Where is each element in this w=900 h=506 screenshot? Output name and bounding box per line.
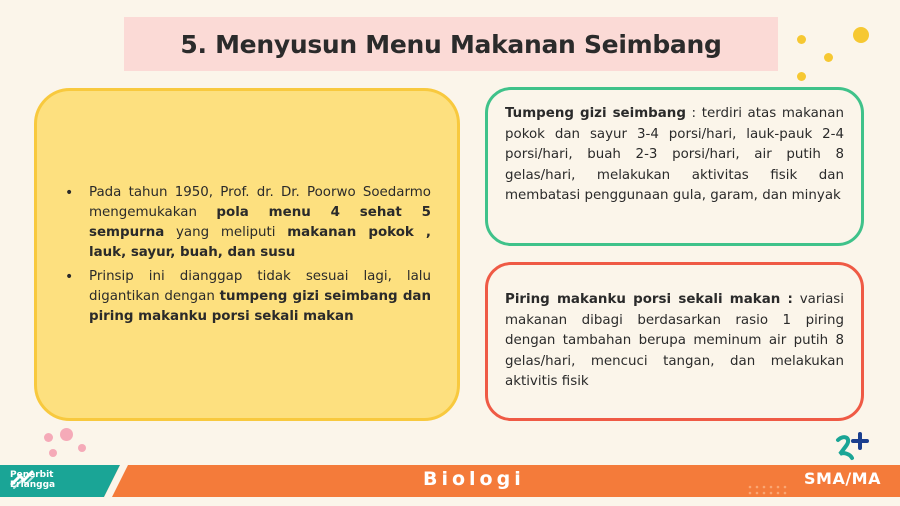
title-banner [124,17,778,71]
decor-dot [797,35,806,44]
tumpeng-text: : terdiri atas makanan pokok dan sayur 3-4 porsi/hari, lauk-pauk 2-4 porsi/hari, buah 2-3 porsi/hari, air putih 8 gelas/hari, melakukan aktivitas fisik dan membatasi penggunaan gula, garam, dan minyak [505,106,844,203]
decor-dot [824,53,833,62]
decor-dot [78,444,86,452]
piring-card [485,262,864,421]
decor-dot [60,428,73,441]
tumpeng-heading: Tumpeng gizi seimbang [505,106,686,121]
decor-dot [49,449,57,457]
bullet-bold-text: makanan pokok , lauk, sayur, buah, dan susu [89,224,431,260]
bullet-text: Prinsip ini dianggap tidak sesuai lagi, lalu digantikan dengan [89,268,431,304]
list-item [63,183,431,263]
decor-dot [853,27,869,43]
publisher-logo [10,470,55,490]
history-card [34,88,460,421]
list-item [63,267,431,327]
erlangga-logo-icon [10,470,36,490]
tumpeng-paragraph [505,104,844,207]
piring-paragraph [505,290,844,393]
decor-dot [797,72,806,81]
bullet-text: Pada tahun 1950, Prof. dr. Dr. Poorwo Soedarmo mengemukakan [89,184,431,220]
publisher-line1: Penerbit [10,470,54,480]
tumpeng-card [485,87,864,246]
bullet-text: yang meliputi [164,224,288,240]
decor-symbol-icon [832,432,874,466]
piring-heading: Piring makanku porsi sekali makan : [505,292,793,308]
bullet-bold-text: tumpeng gizi seimbang dan piring makanku porsi sekali makan [89,288,431,324]
level-label: SMA/MA [804,469,881,488]
publisher-line2: Erlangga [10,480,56,490]
history-list [63,183,431,327]
slide-title: 5. Menyusun Menu Makanan Seimbang [180,29,722,59]
bullet-bold-text: pola menu 4 sehat 5 sempurna [89,204,431,240]
footer-bar [0,463,900,499]
decor-dot [44,433,53,442]
subject-label: Biologi [423,468,525,490]
piring-text: variasi makanan dibagi berdasarkan rasio 1 piring dengan tambahan berupa meminum air putih 8 gelas/hari, mencuci tangan, dan melakukan aktivitis fisik [505,292,845,390]
